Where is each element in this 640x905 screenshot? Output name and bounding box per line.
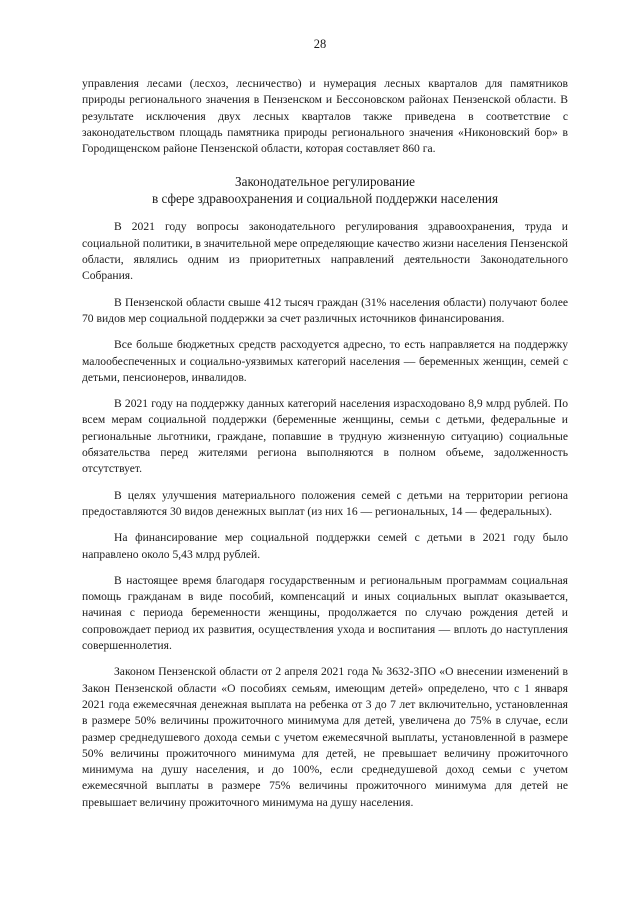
section-heading [82,173,568,207]
paragraph-legislative-priority: В 2021 году вопросы законодательного регулирования здравоохранения, труда и социальной политики, в значительной мере определяющие качество жизни населения Пензенской области, являлись одним из приоритетных направлений деятельности Законодательного Собрания. [82,220,568,283]
paragraph-state-programs: В настоящее время благодаря государственным и региональным программам социальная помощь гражданам в виде пособий, компенсаций и иных социальных выплат оказывается, начиная с периода беременности женщины, продолжается по случаю рождения детей и сопровождает период их развития, осуществления ухода и воспитания — вплоть до наступления совершеннолетия. [82,573,568,653]
section-heading-line-1: Законодательное регулирование [234,174,416,190]
paragraph-2021-spending: В 2021 году на поддержку данных категорий населения израсходовано 8,9 млрд рублей. По всем мерам социальной поддержки (беременные женщины, семьи с детьми, федеральные и региональные льготники, граждане, попавшие в трудную жизненную ситуацию) социальные обязательства перед жителями региона выполняются в полном объеме, задолженность отсутствует. [82,397,568,476]
section-heading-line-2: в сфере здравоохранения и социальной поддержки населения [151,191,499,207]
paragraph-targeted-spending: Все больше бюджетных средств расходуется адресно, то есть направляется на поддержку малообеспеченных и социально-уязвимых категорий населения — беременных женщин, семей с детьми, пенсионеров, инвалидов. [82,338,568,384]
page-number: 28 [313,37,327,51]
paragraph-social-support-recipients: В Пензенской области свыше 412 тысяч граждан (31% населения области) получают более 70 видов мер социальной поддержки за счет различных источников финансирования. [82,295,568,325]
intro-paragraph: управления лесами (лесхоз, лесничество) и нумерация лесных кварталов для памятников природы регионального значения в Пензенском и Бессоновском районах Пензенской области. В результате исключения двух лесных кварталов также приведена в соответствие с законодательством площадь памятника природы регионального значения «Никоновский бор» в Городищенском районе Пензенской области, которая составляет 860 га. [82,77,568,156]
paragraph-family-payments: В целях улучшения материального положения семей с детьми на территории региона предоставляются 30 видов денежных выплат (из них 16 — региональных, 14 — федеральных). [82,488,568,518]
paragraph-family-funding: На финансирование мер социальной поддержки семей с детьми в 2021 году было направлено около 5,43 млрд рублей. [82,531,568,561]
paragraph-regional-law: Законом Пензенской области от 2 апреля 2021 года № 3632-ЗПО «О внесении изменений в Закон Пензенской области «О пособиях семьям, имеющим детей» определено, что с 1 января 2021 года ежемесячная денежная выплата на ребенка от 3 до 7 лет включительно, установленная в размере 50% величины прожиточного минимума для детей, увеличена до 75% в случае, если размер среднедушевого дохода семьи с учетом ежемесячной выплаты, установленной в размере 50% величины прожиточного минимума для детей, не превышает величину прожиточного минимума на душу населения, и до 100%, если среднедушевой доход семьи с учетом ежемесячной выплаты в размере 75% величины прожиточного минимума для детей не превышает величину прожиточного минимума на душу населения. [82,665,568,809]
document-body [82,76,568,821]
